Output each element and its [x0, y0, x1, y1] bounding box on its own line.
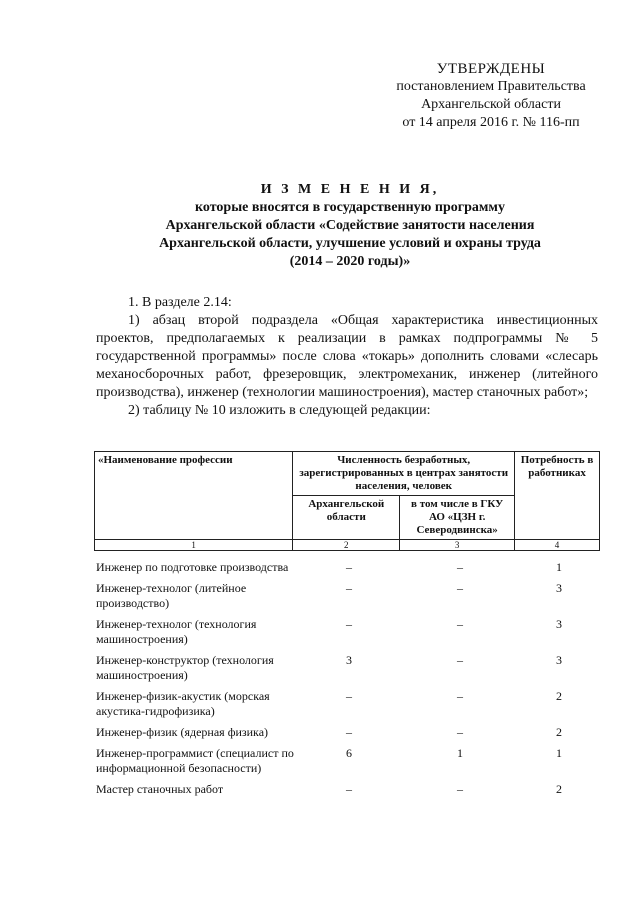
table-row: [96, 725, 600, 740]
row-profession: Инженер-конструктор (технология машиностроения): [96, 653, 274, 682]
row-region: –: [346, 581, 352, 595]
row-severodvinsk: –: [457, 617, 463, 631]
approval-line-1: постановлением Правительства: [396, 79, 586, 94]
header-need: Потребность в работниках: [515, 452, 600, 540]
table-row: [96, 689, 600, 719]
row-need: 1: [556, 560, 562, 574]
row-need: 2: [556, 725, 562, 739]
approval-heading: УТВЕРЖДЕНЫ: [436, 61, 546, 77]
paragraph-2: 1) абзац второй подраздела «Общая характеристика инвестиционных проектов, предполагаемых к реализации в рамках подпрограммы № 5 государственной программы» после слова «токарь» дополнить словами «слесарь механосборочных работ, фрезеровщик, электромеханик, инженер (литейного производства), инженер (технологии машиностроения), мастер станочных работ»;: [96, 313, 598, 400]
row-profession: Инженер-технолог (технология машиностроения): [96, 617, 257, 646]
title-line-4: (2014 – 2020 годы)»: [289, 254, 411, 269]
row-profession: Инженер-физик-акустик (морская акустика-гидрофизика): [96, 689, 270, 718]
header-severodvinsk: в том числе в ГКУ АО «ЦЗН г. Северодвинска»: [400, 496, 515, 540]
title-line-2: Архангельской области «Содействие занятости населения: [165, 218, 535, 233]
column-number-4: 4: [515, 540, 600, 551]
table-row: [96, 746, 600, 776]
title-main: И З М Е Н Е Н И Я,: [260, 182, 440, 197]
row-region: 6: [346, 746, 352, 760]
column-number-1: 1: [95, 540, 293, 551]
row-region: –: [346, 689, 352, 703]
title-line-1: которые вносятся в государственную программу: [195, 200, 505, 215]
professions-table-header: [94, 451, 600, 551]
body-text: [96, 294, 598, 420]
row-profession: Инженер по подготовке производства: [96, 560, 289, 574]
row-severodvinsk: –: [457, 560, 463, 574]
row-need: 3: [556, 581, 562, 595]
approval-line-2: Архангельской области: [421, 97, 561, 112]
table-row: [96, 653, 600, 683]
row-profession: Мастер станочных работ: [96, 782, 224, 796]
row-severodvinsk: –: [457, 653, 463, 667]
column-number-3: 3: [400, 540, 515, 551]
row-region: –: [346, 560, 352, 574]
row-severodvinsk: –: [457, 581, 463, 595]
table-body: [96, 560, 600, 797]
row-region: –: [346, 617, 352, 631]
row-need: 2: [556, 689, 562, 703]
paragraph-3: 2) таблицу № 10 изложить в следующей редакции:: [128, 403, 431, 418]
row-profession: Инженер-физик (ядерная физика): [96, 725, 269, 739]
row-severodvinsk: –: [457, 689, 463, 703]
row-need: 3: [556, 653, 562, 667]
table-row: [96, 617, 600, 647]
row-region: –: [346, 782, 352, 796]
row-need: 1: [556, 746, 562, 760]
approval-block: [376, 60, 606, 132]
table-row: [96, 782, 600, 797]
table-row: [96, 581, 600, 611]
row-profession: Инженер-технолог (литейное производство): [96, 581, 247, 610]
column-number-2: 2: [293, 540, 400, 551]
row-region: –: [346, 725, 352, 739]
header-region: Архангельской области: [293, 496, 400, 540]
row-need: 3: [556, 617, 562, 631]
row-profession: Инженер-программист (специалист по информационной безопасности): [96, 746, 294, 775]
document-title: [100, 181, 600, 271]
row-severodvinsk: –: [457, 725, 463, 739]
header-unemployed: Численность безработных, зарегистрированных в центрах занятости населения, человек: [293, 452, 515, 496]
paragraph-1: 1. В разделе 2.14:: [128, 295, 232, 310]
title-line-3: Архангельской области, улучшение условий и охраны труда: [159, 236, 541, 251]
row-severodvinsk: 1: [457, 746, 463, 760]
header-profession: «Наименование профессии: [95, 452, 293, 540]
row-region: 3: [346, 653, 352, 667]
row-need: 2: [556, 782, 562, 796]
row-severodvinsk: –: [457, 782, 463, 796]
table-row: [96, 560, 600, 575]
approval-line-3: от 14 апреля 2016 г. № 116-пп: [402, 115, 580, 130]
